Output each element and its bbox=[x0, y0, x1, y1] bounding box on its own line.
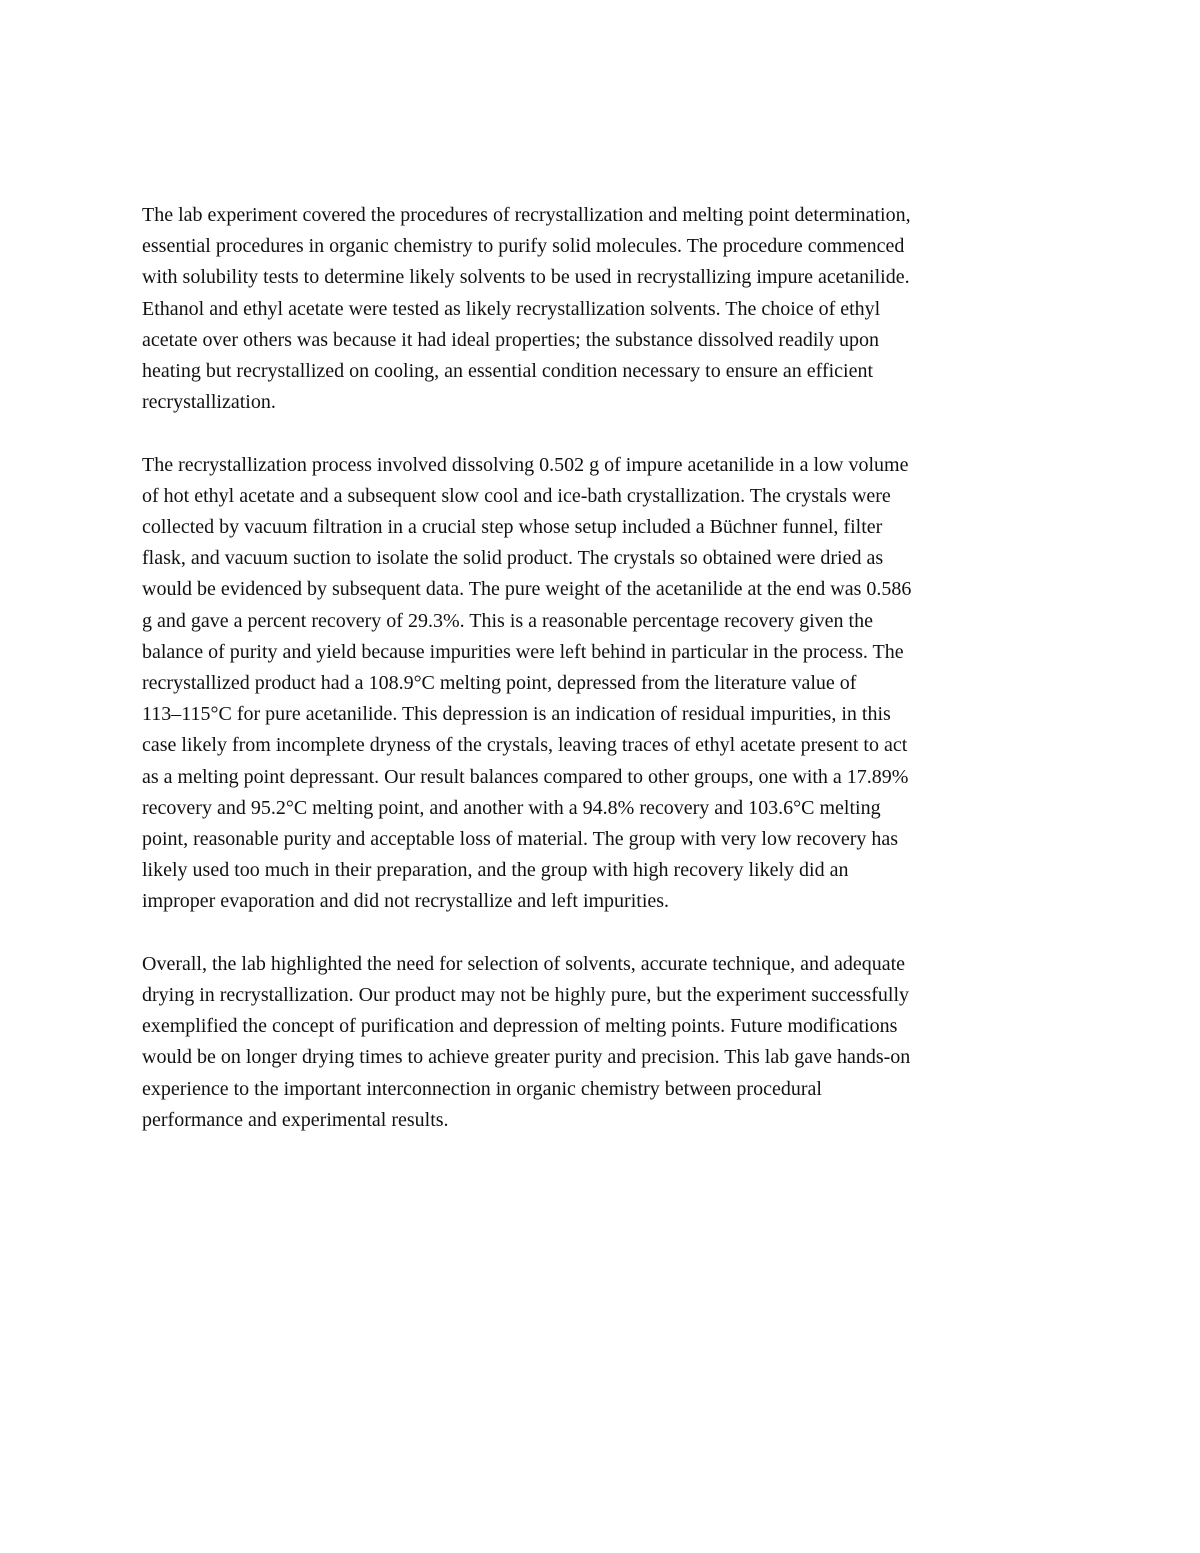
text-line: heating but recrystallized on cooling, an essential condition necessary to ensure an efficient bbox=[142, 360, 874, 383]
text-line: of hot ethyl acetate and a subsequent slow cool and ice-bath crystallization. The crystals were bbox=[142, 484, 891, 507]
text-line: drying in recrystallization. Our product may not be highly pure, but the experiment successfully bbox=[142, 984, 910, 1007]
text-line: as a melting point depressant. Our result balances compared to other groups, one with a 17.89% bbox=[142, 765, 909, 788]
text-line: would be on longer drying times to achieve greater purity and precision. This lab gave hands-on bbox=[142, 1046, 911, 1069]
text-line: Ethanol and ethyl acetate were tested as likely recrystallization solvents. The choice of ethyl bbox=[142, 297, 881, 320]
paragraph-spacer bbox=[142, 418, 1052, 449]
text-line: g and gave a percent recovery of 29.3%. This is a reasonable percentage recovery given the bbox=[142, 609, 873, 632]
text-line: improper evaporation and did not recrystallize and left impurities. bbox=[142, 890, 670, 913]
text-line: exemplified the concept of purification and depression of melting points. Future modifications bbox=[142, 1015, 898, 1038]
text-line: would be evidenced by subsequent data. The pure weight of the acetanilide at the end was 0.586 bbox=[142, 578, 912, 601]
text-line: Overall, the lab highlighted the need for selection of solvents, accurate technique, and adequate bbox=[142, 952, 906, 975]
paragraph-spacer bbox=[142, 918, 1052, 949]
text-line: point, reasonable purity and acceptable loss of material. The group with very low recovery has bbox=[142, 828, 899, 851]
text-line: with solubility tests to determine likely solvents to be used in recrystallizing impure acetanilide. bbox=[142, 266, 910, 289]
paragraph-3 bbox=[142, 949, 1052, 1136]
text-line: balance of purity and yield because impurities were left behind in particular in the process. The bbox=[142, 640, 904, 663]
text-line: The lab experiment covered the procedures of recrystallization and melting point determination, bbox=[142, 204, 911, 226]
paragraph-2 bbox=[142, 450, 1052, 918]
document-body bbox=[142, 200, 1052, 1136]
text-line: flask, and vacuum suction to isolate the solid product. The crystals so obtained were dried as bbox=[142, 547, 884, 570]
paragraph-1 bbox=[142, 200, 1052, 418]
text-line: acetate over others was because it had ideal properties; the substance dissolved readily upon bbox=[142, 328, 879, 351]
text-line: recovery and 95.2°C melting point, and another with a 94.8% recovery and 103.6°C melting bbox=[142, 796, 881, 819]
text-line: recrystallization. bbox=[142, 391, 276, 414]
text-line: case likely from incomplete dryness of the crystals, leaving traces of ethyl acetate present to act bbox=[142, 734, 908, 757]
text-line: recrystallized product had a 108.9°C melting point, depressed from the literature value of bbox=[142, 672, 857, 695]
text-line: performance and experimental results. bbox=[142, 1108, 449, 1131]
text-line: The recrystallization process involved dissolving 0.502 g of impure acetanilide in a low volume bbox=[142, 453, 909, 476]
text-line: experience to the important interconnection in organic chemistry between procedural bbox=[142, 1077, 822, 1100]
text-line: likely used too much in their preparation, and the group with high recovery likely did an bbox=[142, 859, 849, 882]
text-line: 113–115°C for pure acetanilide. This depression is an indication of residual impurities, in this bbox=[142, 703, 891, 726]
text-line: collected by vacuum filtration in a crucial step whose setup included a Büchner funnel, filter bbox=[142, 516, 883, 539]
text-line: essential procedures in organic chemistry to purify solid molecules. The procedure commenced bbox=[142, 235, 905, 258]
